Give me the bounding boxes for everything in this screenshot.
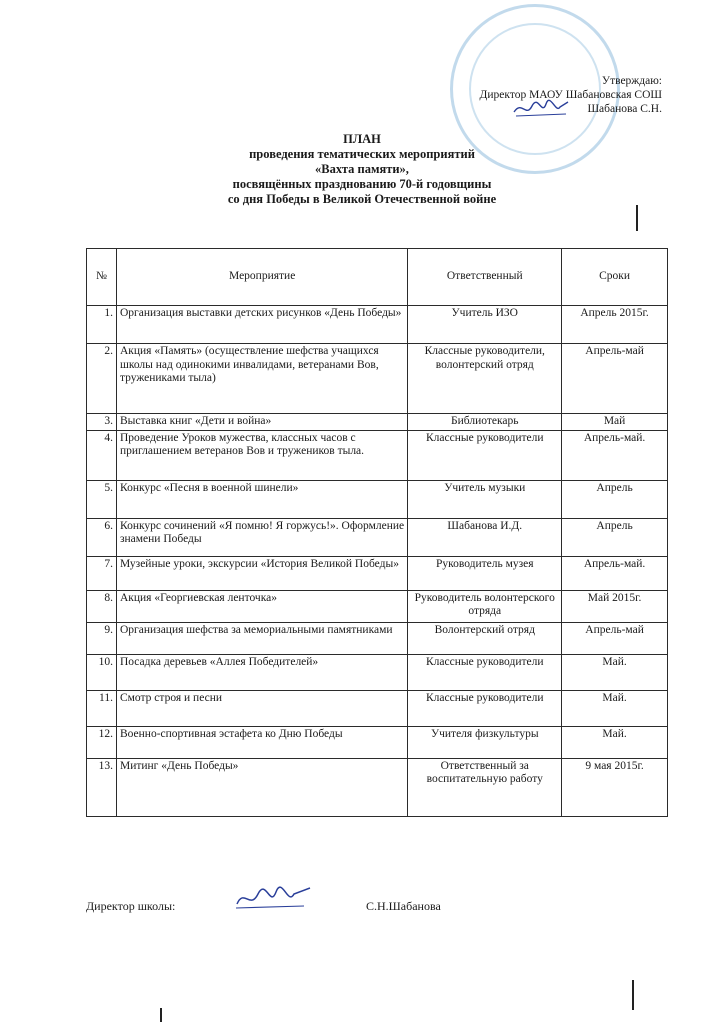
row-date: Апрель-май [562, 622, 668, 654]
scan-artifact [632, 980, 634, 1010]
table-row [87, 758, 668, 816]
director-label: Директор школы: [86, 899, 176, 913]
row-responsible: Руководитель музея [408, 556, 562, 590]
row-number: 5. [87, 480, 117, 518]
header-event: Мероприятие [116, 249, 407, 306]
row-responsible: Руководитель волонтерского отряда [408, 590, 562, 622]
row-responsible: Классные руководители [408, 430, 562, 480]
title-line-2: проведения тематических мероприятий [249, 147, 475, 161]
row-date: Май. [562, 654, 668, 690]
table-row [87, 726, 668, 758]
row-date: Апрель-май. [562, 556, 668, 590]
row-date: Май 2015г. [562, 590, 668, 622]
table-row [87, 654, 668, 690]
director-signature [234, 884, 314, 914]
approval-heading: Утверждаю: [601, 75, 662, 87]
approval-name: Шабанова С.Н. [587, 103, 662, 115]
table-row [87, 590, 668, 622]
row-date: Апрель-май [562, 344, 668, 414]
title-plan: ПЛАН [343, 132, 381, 146]
row-responsible: Учителя физкультуры [408, 726, 562, 758]
row-number: 13. [87, 758, 117, 816]
row-event: Посадка деревьев «Аллея Победителей» [116, 654, 407, 690]
row-number: 11. [87, 690, 117, 726]
table-header-row [87, 249, 668, 306]
row-event: Смотр строя и песни [116, 690, 407, 726]
header-number: № [87, 249, 117, 306]
scan-artifact [636, 205, 638, 231]
row-event: Организация шефства за мемориальными памятниками [116, 622, 407, 654]
events-table [86, 248, 668, 817]
table-row [87, 622, 668, 654]
row-event: Конкурс сочинений «Я помню! Я горжусь!». Оформление знамени Победы [116, 518, 407, 556]
title-line-5: со дня Победы в Великой Отечественной войне [227, 192, 497, 206]
row-date: Апрель-май. [562, 430, 668, 480]
table-row [87, 518, 668, 556]
director-signature-line [86, 899, 546, 914]
table-row [87, 690, 668, 726]
title-line-4: посвящённых празднованию 70-й годовщины [232, 177, 492, 191]
header-responsible: Ответственный [408, 249, 562, 306]
row-date: Май [562, 414, 668, 431]
row-event: Военно-спортивная эстафета ко Дню Победы [116, 726, 407, 758]
row-number: 6. [87, 518, 117, 556]
row-number: 9. [87, 622, 117, 654]
row-number: 3. [87, 414, 117, 431]
document-title [0, 132, 724, 207]
header-date: Сроки [562, 249, 668, 306]
row-number: 2. [87, 344, 117, 414]
title-line-3: «Вахта памяти», [315, 162, 409, 176]
row-responsible: Классные руководители [408, 654, 562, 690]
approval-signature [512, 98, 570, 120]
table-row [87, 430, 668, 480]
row-number: 12. [87, 726, 117, 758]
row-date: Апрель [562, 480, 668, 518]
row-responsible: Классные руководители, волонтерский отряд [408, 344, 562, 414]
row-responsible: Шабанова И.Д. [408, 518, 562, 556]
row-event: Митинг «День Победы» [116, 758, 407, 816]
row-event: Музейные уроки, экскурсии «История Великой Победы» [116, 556, 407, 590]
row-date: Май. [562, 690, 668, 726]
row-responsible: Волонтерский отряд [408, 622, 562, 654]
row-responsible: Ответственный за воспитательную работу [408, 758, 562, 816]
row-event: Акция «Память» (осуществление шефства учащихся школы над одинокими инвалидами, ветеранами Вов, тружениками тыла) [116, 344, 407, 414]
approval-position: Директор МАОУ Шабановская СОШ [479, 89, 662, 101]
table-row [87, 414, 668, 431]
row-number: 10. [87, 654, 117, 690]
row-responsible: Учитель музыки [408, 480, 562, 518]
row-responsible: Библиотекарь [408, 414, 562, 431]
director-name: С.Н.Шабанова [366, 899, 441, 913]
row-date: 9 мая 2015г. [562, 758, 668, 816]
table-row [87, 344, 668, 414]
row-event: Проведение Уроков мужества, классных часов с приглашением ветеранов Вов и тружеников тыла. [116, 430, 407, 480]
row-number: 1. [87, 306, 117, 344]
row-number: 8. [87, 590, 117, 622]
row-number: 7. [87, 556, 117, 590]
row-responsible: Классные руководители [408, 690, 562, 726]
table-row [87, 480, 668, 518]
row-date: Май. [562, 726, 668, 758]
row-event: Конкурс «Песня в военной шинели» [116, 480, 407, 518]
row-event: Организация выставки детских рисунков «День Победы» [116, 306, 407, 344]
table-row [87, 306, 668, 344]
row-number: 4. [87, 430, 117, 480]
row-date: Апрель 2015г. [562, 306, 668, 344]
row-responsible: Учитель ИЗО [408, 306, 562, 344]
row-event: Выставка книг «Дети и война» [116, 414, 407, 431]
table-row [87, 556, 668, 590]
scan-artifact [160, 1008, 162, 1022]
row-date: Апрель [562, 518, 668, 556]
row-event: Акция «Георгиевская ленточка» [116, 590, 407, 622]
